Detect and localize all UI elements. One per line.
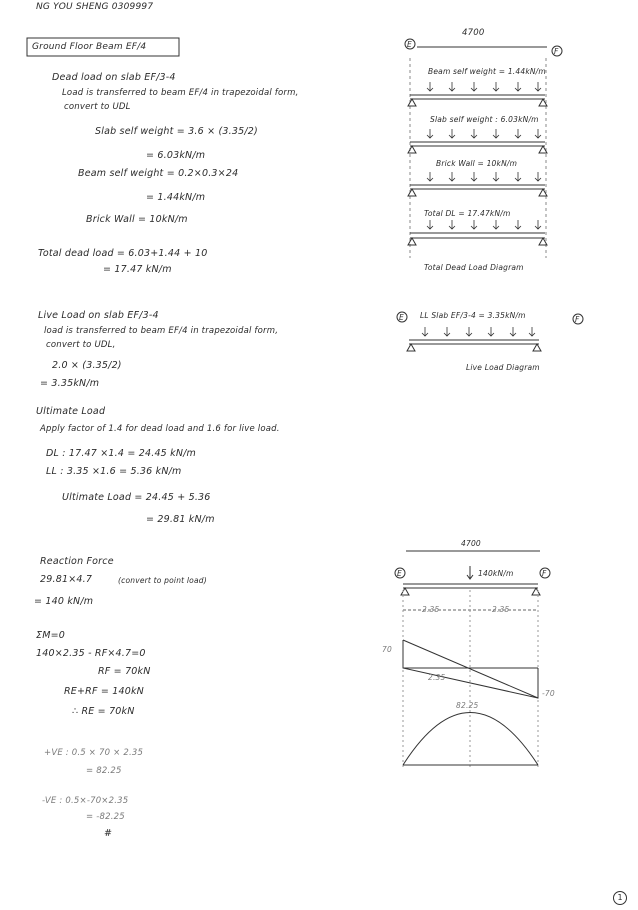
- d1-grid-e-label: E: [407, 40, 412, 49]
- d2-caption: Live Load Diagram: [466, 363, 540, 372]
- live-load-heading: Live Load on slab EF/3-4: [38, 310, 159, 321]
- total-dead-load-line-2: = 17.47 kN/m: [103, 264, 172, 275]
- d3-grid-f-label: F: [542, 569, 547, 578]
- brick-wall-load: Brick Wall = 10kN/m: [86, 214, 188, 225]
- end-mark: #: [104, 828, 113, 839]
- sfd-bottom-value: -70: [542, 689, 555, 698]
- re-rf-sum: RE+RF = 140kN: [64, 686, 144, 697]
- bmd-peak-value: 82.25: [456, 701, 479, 710]
- d1-beam-sw: Beam self weight = 1.44kN/m: [428, 67, 546, 76]
- student-name: NG YOU SHENG 0309997: [36, 2, 154, 12]
- d1-caption: Total Dead Load Diagram: [424, 263, 524, 272]
- section-title: Ground Floor Beam EF/4: [32, 42, 147, 52]
- ultimate-desc: Apply factor of 1.4 for dead load and 1.6 for live load.: [40, 424, 280, 434]
- positive-moment-line-2: = 82.25: [86, 766, 122, 776]
- d3-span-label: 4700: [461, 539, 481, 548]
- sfd-top-value: 70: [382, 645, 392, 654]
- d1-total: Total DL = 17.47kN/m: [424, 209, 511, 218]
- reaction-line-2: = 140 kN/m: [34, 596, 94, 607]
- page-number: [613, 891, 627, 905]
- d3-load-label: 140kN/m: [478, 569, 514, 578]
- d3-dim-2: 2.35: [492, 605, 510, 614]
- live-load-desc-1: load is transferred to beam EF/4 in trapezoidal form,: [44, 326, 279, 336]
- sfd-distance: 2.35: [428, 673, 446, 682]
- ultimate-load-2: = 29.81 kN/m: [146, 514, 215, 525]
- negative-moment-line-2: = -82.25: [86, 812, 125, 822]
- beam-weight-line-2: = 1.44kN/m: [146, 192, 206, 203]
- ultimate-ll: LL : 3.35 ×1.6 = 5.36 kN/m: [46, 466, 182, 477]
- ultimate-load-1: Ultimate Load = 24.45 + 5.36: [62, 492, 211, 503]
- moment-equation: 140×2.35 - RF×4.7=0: [36, 648, 146, 659]
- negative-moment-line-1: -VE : 0.5×-70×2.35: [42, 796, 129, 806]
- total-dead-load-line-1: Total dead load = 6.03+1.44 + 10: [38, 248, 208, 259]
- beam-weight-line-1: Beam self weight = 0.2×0.3×24: [78, 168, 239, 179]
- dead-load-desc-1: Load is transferred to beam EF/4 in trapezoidal form,: [62, 88, 299, 98]
- d2-ll-label: LL Slab EF/3-4 = 3.35kN/m: [420, 311, 526, 320]
- ultimate-heading: Ultimate Load: [36, 406, 106, 417]
- re-value: ∴ RE = 70kN: [72, 706, 135, 717]
- d2-grid-e-label: E: [399, 313, 404, 322]
- d1-grid-f-label: F: [554, 47, 559, 56]
- dead-load-desc-2: convert to UDL: [64, 102, 131, 112]
- live-load-calc-2: = 3.35kN/m: [40, 378, 100, 389]
- d1-brick: Brick Wall = 10kN/m: [436, 159, 518, 168]
- d1-span-label: 4700: [462, 28, 485, 38]
- d1-slab-sw: Slab self weight : 6.03kN/m: [430, 115, 539, 124]
- page-number-text: 1: [617, 893, 623, 902]
- reaction-heading: Reaction Force: [40, 556, 114, 567]
- sum-moments: ΣM=0: [36, 630, 66, 641]
- live-load-desc-2: convert to UDL,: [46, 340, 116, 350]
- slab-weight-line-1: Slab self weight = 3.6 × (3.35/2): [95, 126, 258, 137]
- live-load-calc-1: 2.0 × (3.35/2): [52, 360, 122, 371]
- d3-dim-1: 2.35: [422, 605, 440, 614]
- d3-grid-e-label: E: [397, 569, 402, 578]
- ultimate-dl: DL : 17.47 ×1.4 = 24.45 kN/m: [46, 448, 197, 459]
- rf-value: RF = 70kN: [98, 666, 151, 677]
- slab-weight-line-2: = 6.03kN/m: [146, 150, 206, 161]
- dead-load-heading: Dead load on slab EF/3-4: [52, 72, 176, 83]
- d2-grid-f-label: F: [575, 315, 580, 324]
- reaction-note: (convert to point load): [118, 576, 207, 585]
- reaction-line-1: 29.81×4.7: [40, 574, 93, 585]
- positive-moment-line-1: +VE : 0.5 × 70 × 2.35: [44, 748, 144, 758]
